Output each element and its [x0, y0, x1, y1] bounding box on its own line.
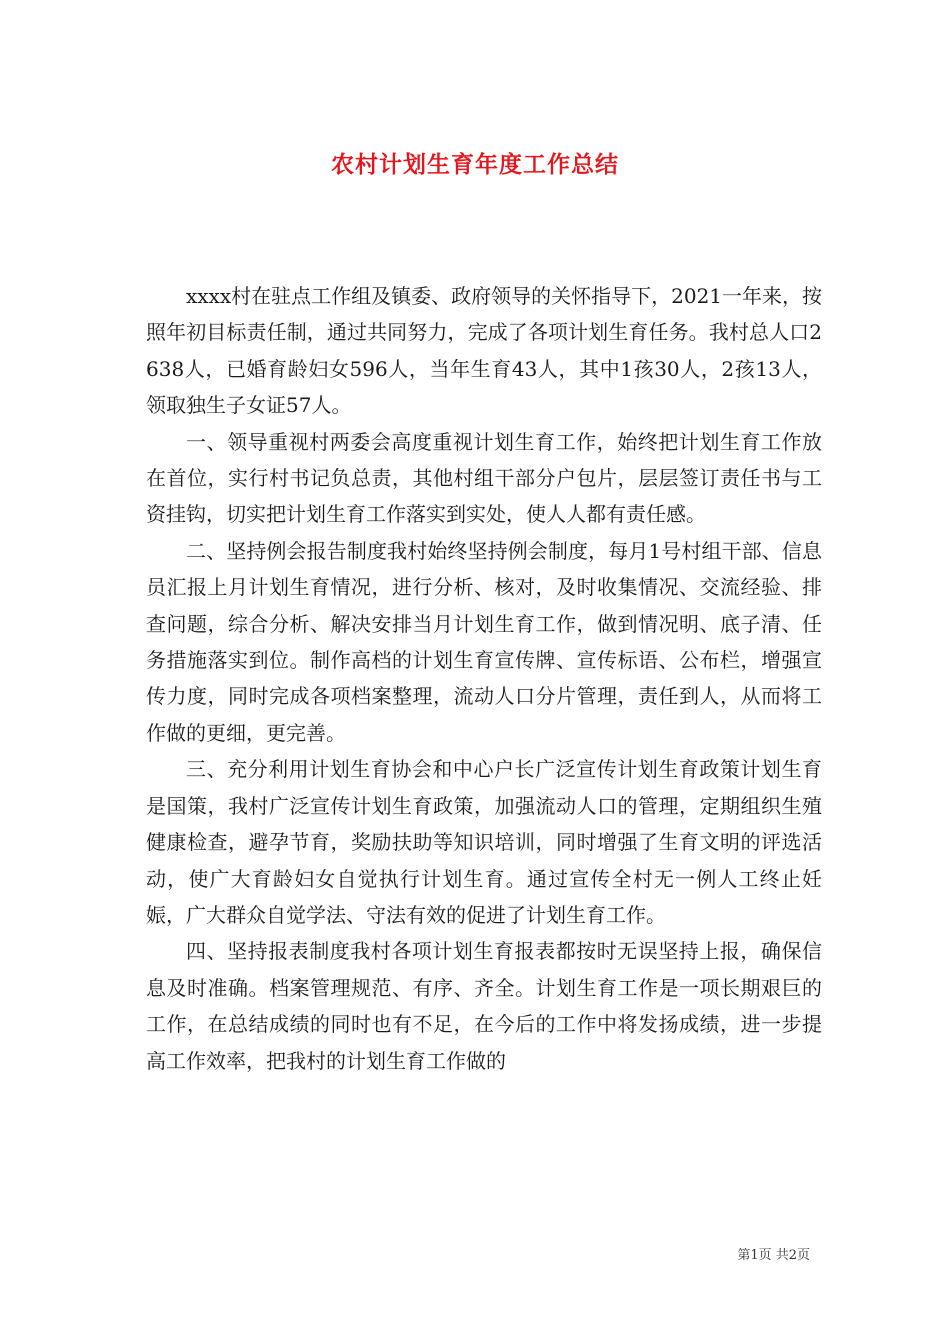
- page-indicator: 第1页 共2页: [737, 1248, 810, 1263]
- document-body: [146, 278, 822, 1079]
- paragraph-section-4: 四、坚持报表制度我村各项计划生育报表都按时无误坚持上报，确保信息及时准确。档案管理规范、有序、齐全。计划生育工作是一项长期艰巨的工作，在总结成绩的同时也有不足，在今后的工作中将发扬成绩，进一步提高工作效率，把我村的计划生育工作做的: [146, 939, 822, 1073]
- paragraph-section-3: 三、充分利用计划生育协会和中心户长广泛宣传计划生育政策计划生育是国策，我村广泛宣传计划生育政策，加强流动人口的管理，定期组织生殖健康检查，避孕节育，奖励扶助等知识培训，同时增强了生育文明的评选活动，使广大育龄妇女自觉执行计划生育。通过宣传全村无一例人工终止妊娠，广大群众自觉学法、守法有效的促进了计划生育工作。: [146, 757, 822, 927]
- paragraph-section-1: 一、领导重视村两委会高度重视计划生育工作，始终把计划生育工作放在首位，实行村书记负总责，其他村组干部分户包片，层层签订责任书与工资挂钩，切实把计划生育工作落实到实处，使人人都有责任感。: [146, 429, 822, 527]
- paragraph-section-2: 二、坚持例会报告制度我村始终坚持例会制度，每月1号村组干部、信息员汇报上月计划生育情况，进行分析、核对，及时收集情况、交流经验、排查问题，综合分析、解决安排当月计划生育工作，做到情况明、底子清、任务措施落实到位。制作高档的计划生育宣传牌、宣传标语、公布栏，增强宣传力度，同时完成各项档案整理，流动人口分片管理，责任到人，从而将工作做的更细，更完善。: [146, 538, 822, 745]
- document-title: 农村计划生育年度工作总结: [331, 151, 619, 179]
- paragraph-intro: xxxx村在驻点工作组及镇委、政府领导的关怀指导下，2021一年来，按照年初目标责任制，通过共同努力，完成了各项计划生育任务。我村总人口2638人，已婚育龄妇女596人，当年生育43人，其中1孩30人，2孩13人，领取独生子女证57人。: [146, 284, 823, 418]
